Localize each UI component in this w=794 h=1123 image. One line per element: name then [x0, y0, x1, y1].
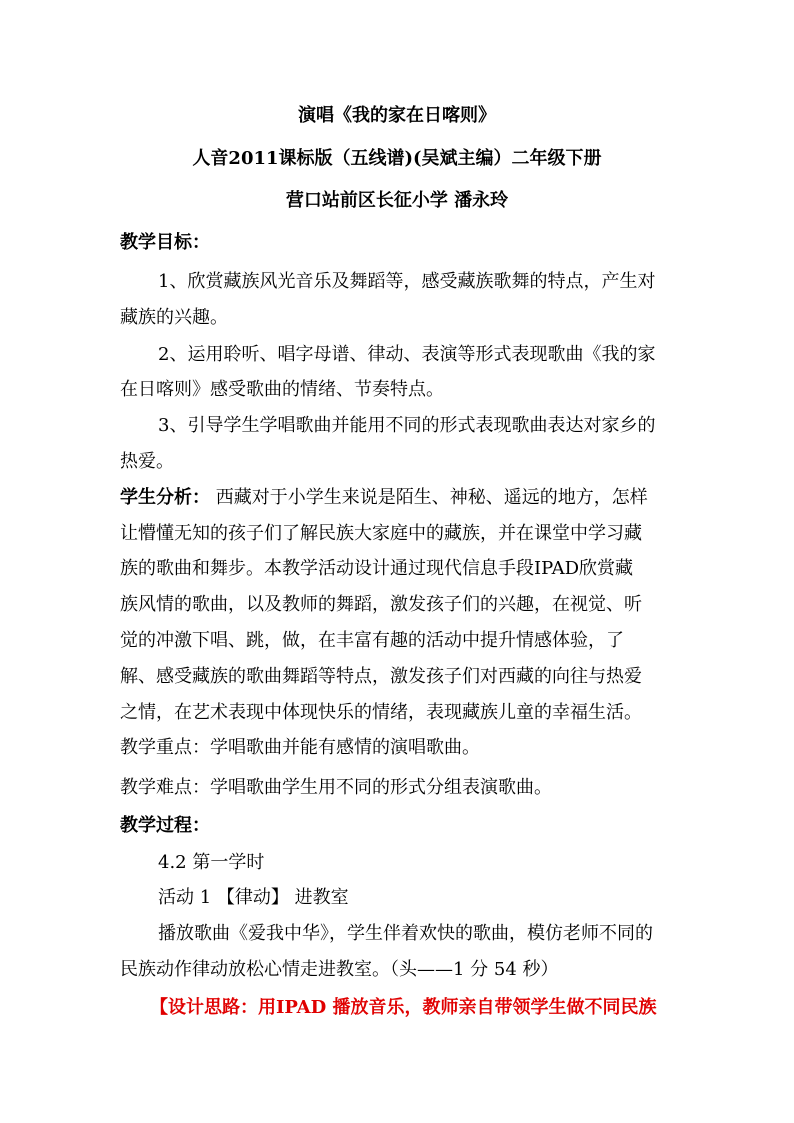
objective-line: 藏族的兴趣。 — [120, 307, 228, 328]
analysis-text: 西藏对于小学生来说是陌生、神秘、遥远的地方，怎样 — [215, 487, 648, 508]
activity-label: 活动 1 【律动】 进教室 — [158, 887, 349, 908]
document-title: 演唱《我的家在日喀则》 — [298, 105, 496, 126]
objective-line: 在日喀则》感受歌曲的情绪、节奏特点。 — [120, 379, 444, 400]
analysis-line: 让懵懂无知的孩子们了解民族大家庭中的藏族，并在课堂中学习藏 — [120, 523, 642, 544]
activity-desc-line: 民族动作律动放松心情走进教室。（头——1 分 54 秒） — [120, 959, 559, 980]
objective-line: 1、欣赏藏族风光音乐及舞蹈等，感受藏族歌舞的特点，产生对 — [158, 271, 656, 292]
objectives-heading: 教学目标： — [120, 232, 210, 253]
author-line: 营口站前区长征小学 潘永玲 — [285, 190, 509, 211]
analysis-label: 学生分析： — [120, 487, 210, 508]
objective-line: 3、引导学生学唱歌曲并能用不同的形式表现歌曲表达对家乡的 — [158, 415, 656, 436]
design-note: 【设计思路：用IPAD 播放音乐，教师亲自带领学生做不同民族 — [150, 997, 657, 1018]
analysis-line: 觉的冲激下唱、跳，做，在丰富有趣的活动中提升情感体验，了 — [120, 630, 624, 651]
session-label: 4.2 第一学时 — [158, 852, 265, 873]
analysis-line: 族的歌曲和舞步。本教学活动设计通过现代信息手段IPAD欣赏藏 — [120, 558, 633, 579]
analysis-line: 之情，在艺术表现中体现快乐的情绪，表现藏族儿童的幸福生活。 — [120, 702, 642, 723]
activity-desc-line: 播放歌曲《爱我中华》，学生伴着欢快的歌曲，模仿老师不同的 — [158, 923, 653, 944]
document-subtitle: 人音2011课标版（五线谱)(吴斌主编）二年级下册 — [192, 148, 602, 169]
analysis-line: 族风情的歌曲，以及教师的舞蹈，激发孩子们的兴趣，在视觉、听 — [120, 594, 642, 615]
objective-line: 热爱。 — [120, 451, 174, 472]
key-point: 教学重点：学唱歌曲并能有感情的演唱歌曲。 — [120, 737, 480, 758]
difficulty: 教学难点：学唱歌曲学生用不同的形式分组表演歌曲。 — [120, 777, 552, 798]
analysis-first-line — [120, 486, 648, 510]
analysis-line: 解、感受藏族的歌曲舞蹈等特点，激发孩子们对西藏的向往与热爱 — [120, 666, 642, 687]
process-heading: 教学过程： — [120, 815, 210, 836]
objective-line: 2、运用聆听、唱字母谱、律动、表演等形式表现歌曲《我的家 — [158, 344, 656, 365]
